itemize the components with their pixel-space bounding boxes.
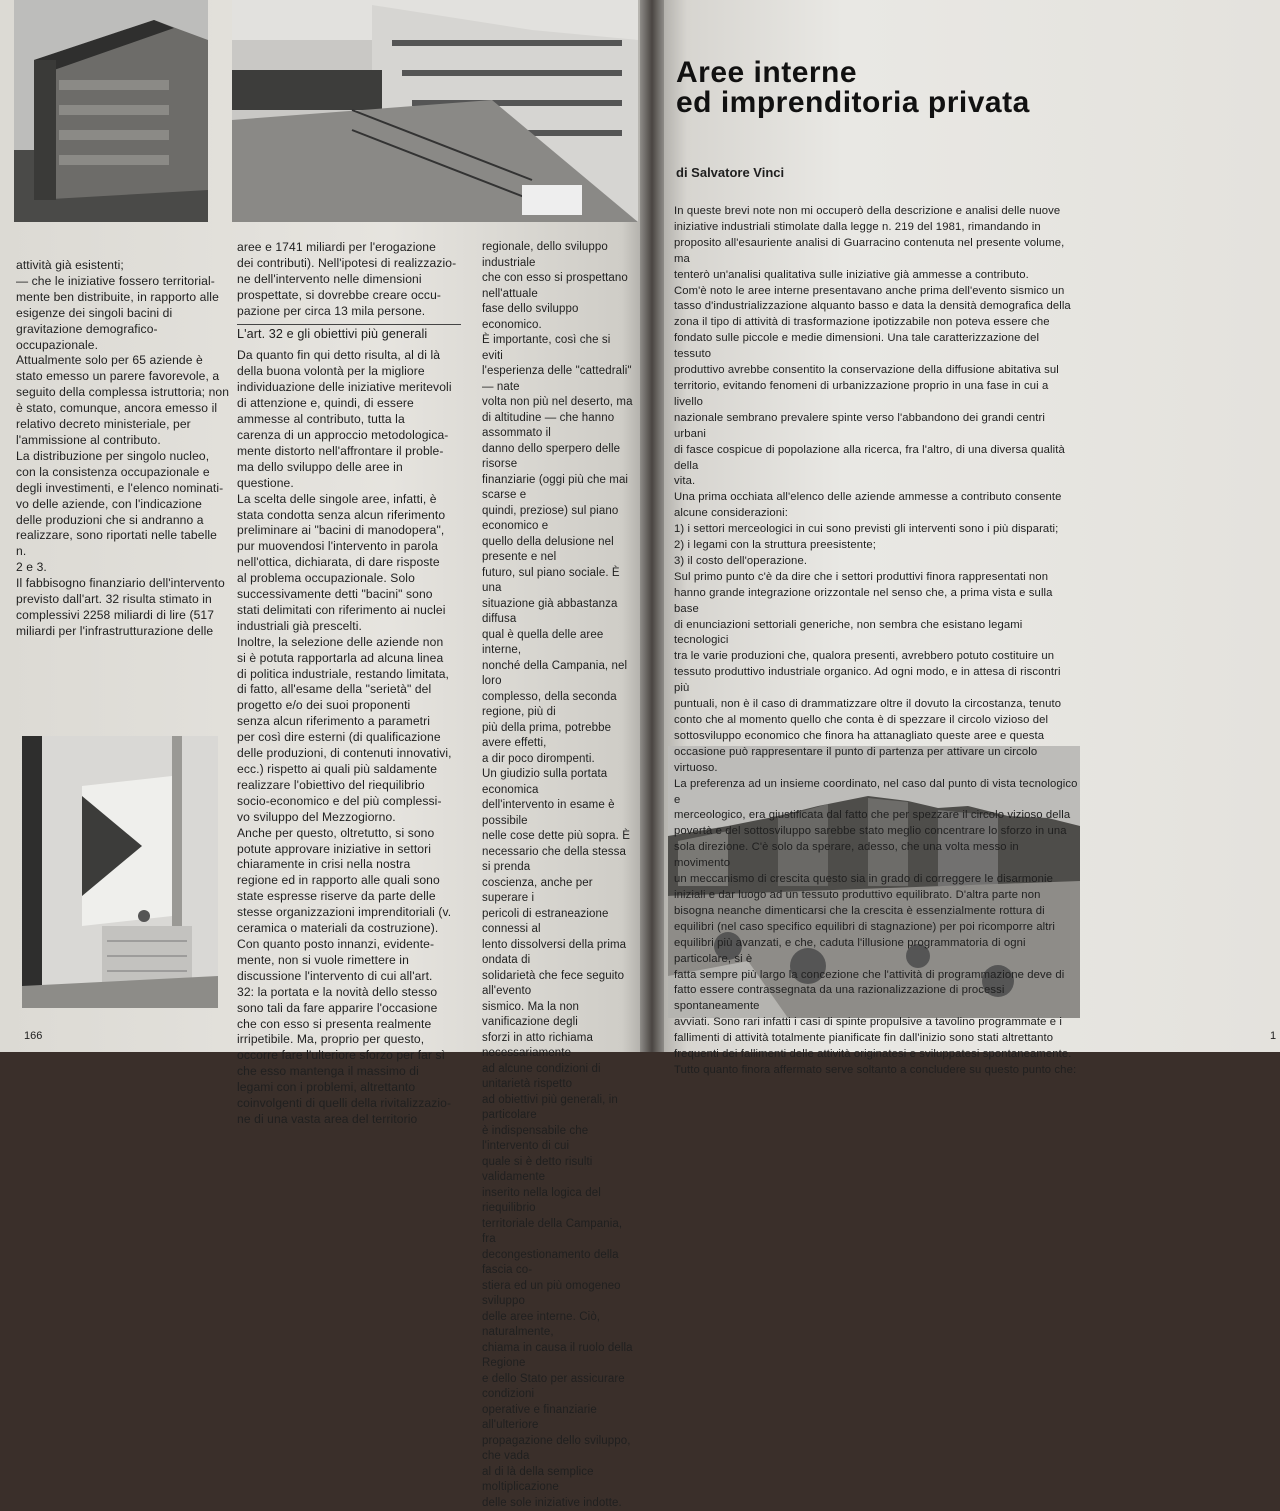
left-column-2-intro: aree e 1741 miliardi per l'erogazione dei contributi). Nell'ipotesi di realizzazio- ne dell'intervento nelle dimensioni prospettate, si dovrebbe creare occu- pazione per circa 13 mila persone. [237,240,457,318]
photo-interior-stairs [22,736,218,1008]
left-column-2 [237,240,461,1128]
right-page-number: 1 [1270,1030,1277,1042]
left-column-2-body: Da quanto fin qui detto risulta, al di là della buona volontà per la migliore individuazione delle iniziative meritevoli di attenzione e, quindi, di essere ammesse al contributo, tutta la carenza di un approccio metodologica- mente distorto nell'affrontare il proble- ma dello sviluppo delle aree in questione. La scelta delle singole aree, infatti, è stata condotta senza alcun riferimento preliminare ai "bacini di manodopera", pur muovendosi l'intervento in parola nell'ottica, dichiarata, di dare risposte al problema occupazionale. Solo successivamente detti "bacini" sono stati delimitati con riferimento ai nuclei industriali già prescelti. Inoltre, la selezione delle aziende non si è potuta rapportarla ad alcuna linea di politica industriale, restando limitata, di fatto, all'esame della "serietà" del progetto e/o dei suoi proponenti senza alcun riferimento a parametri per così dire esterni (di qualificazione delle produzioni, di contenuti innovativi, ecc.) rispetto ai quali più saldamente realizzare l'obiettivo del riequilibrio socio-economico e del più complessi- vo sviluppo del Mezzogiorno. Anche per questo, oltretutto, si sono potute approvare iniziative in settori chiaramente in crisi nella nostra regione ed in rapporto alle quali sono state espresse riserve da parte delle stesse organizzazioni imprenditoriali (v. ceramica o materiali da costruzione). Con quanto posto innanzi, evidente- mente, non si vuole rimettere in discussione l'intervento di cui all'art. 32: la portata e la novità dello stesso sono tali da fare apparire l'occasione che con esso si presenta realmente irripetibile. Ma, proprio per questo, occorre fare l'ulteriore sforzo per far sì che esso mantenga il massimo di legami con i problemi, altrettanto coinvolgenti di quelli della rivitalizzazio- ne di una vasta area del territorio [237,348,452,1126]
article-title [676,58,1030,118]
article-byline: di Salvatore Vinci [676,165,785,180]
right-column-body [674,204,1078,1079]
left-page-number: 166 [24,1030,43,1042]
left-column-3-text: regionale, dello sviluppo industriale che con esso si prospettano nell'attuale fase dello sviluppo economico. È importante, così che si eviti l'esperienza delle "cattedrali" — nate volta non più nel deserto, ma di altitudine — che hanno assommato il danno dello sperpero delle risorse finanziarie (oggi più che mai scarse e quindi, preziose) sul piano economico e quello della delusione nel presente e nel futuro, sul piano sociale. È una situazione già abbastanza diffusa qual è quella delle aree interne, nonché della Campania, nel loro complesso, della seconda regione, più di più della prima, potrebbe avere effetti, a dir poco dirompenti. Un giudizio sulla portata economica dell'intervento in esame è possibile nelle cose dette più sopra. È necessario che della stessa si prenda coscienza, anche per superare i pericoli di estraneazione connessi al lento dissolversi della prima ondata di solidarietà che fece seguito all'evento sismico. Ma la non vanificazione degli sforzi in atto richiama necessariamente ad alcune condizioni di unitarietà rispetto ad obiettivi più generali, in particolare è indispensabile che l'intervento di cui quale si è detto risulti validamente inserito nella logica del riequilibrio territoriale della Campania, fra decongestionamento della fascia co- stiera ed un più omogeneo sviluppo delle aree interne. Ciò, naturalmente, chiama in causa il ruolo della Regione e dello Stato per assicurare condizioni operative e finanziarie all'ulteriore propagazione dello sviluppo, che vada al di là della semplice moltiplicazione delle sole iniziative indotte. [482,241,633,1509]
photo-building-ramp [232,0,638,222]
left-column-1-text: attività già esistenti; — che le iniziative fossero territorial- mente ben distribuite, in rapporto alle esigenze dei singoli bacini di gravitazione demografico-occupazionale. Attualmente solo per 65 aziende è stato emesso un parere favorevole, a seguito della complessa istruttoria; non è stato, comunque, ancora emesso il relativo decreto ministeriale, per l'ammissione al contributo. La distribuzione per singolo nucleo, con la consistenza occupazionale e degli investimenti, e l'elenco nominati- vo delle aziende, con l'indicazione delle produzioni che si andranno a realizzare, sono riportati nelle tabelle n. 2 e 3. Il fabbisogno finanziario dell'intervento previsto dall'art. 32 risulta stimato in complessivi 2258 miliardi di lire (517 miliardi per l'infrastrutturazione delle [16,258,230,638]
article-title-line-2: ed imprenditoria privata [676,86,1030,119]
right-column-text: In queste brevi note non mi occuperò della descrizione e analisi delle nuove iniziative industriali stimolate dalla legge n. 219 del 1981, rimandando in proposito all'esauriente analisi di Guarracino contenuta nel presente volume, ma tenterò un'analisi qualitativa sulle iniziative già ammesse a contributo. Com'è noto le aree interne presentavano anche prima dell'evento sismico un tasso d'industrializzazione alquanto basso e data la densità demografica della zona il tipo di attività di trasformazione ipotizzabile non poteva essere che fondato sulle piccole e medie dimensioni. Una tale caratterizzazione del tessuto produttivo avrebbe consentito la conservazione della diffusione abitativa sul territorio, evitando fenomeni di urbanizzazione proprio in una fase in cui a livello nazionale sembrano prevalere spinte verso l'abbandono dei grandi centri urbani di fasce cospicue di popolazione alla ricerca, fra l'altro, di una diversa qualità della vita. Una prima occhiata all'elenco delle aziende ammesse a contributo consente alcune considerazioni: 1) i settori merceologici in cui sono previsti gli interventi sono i più disparati; 2) i legami con la struttura preesistente; 3) il costo dell'operazione. Sul primo punto c'è da dire che i settori produttivi finora rappresentati non hanno grande integrazione orizzontale nel senso che, a prima vista e sulla base di enunciazioni settoriali generiche, non sembra che esistano legami tecnologici tra le varie produzioni che, qualora presenti, avrebbero potuto costituire un tessuto produttivo industriale organico. Ad ogni modo, e in attesa di riscontri più puntuali, non è il caso di drammatizzare oltre il dovuto la circostanza, tenuto conto che al momento quello che conta è di spezzare il circolo vizioso del sottosviluppo economico che finora ha attanagliato queste aree e questa occasione può rappresentare il punto di partenza per attivare un circolo virtuoso. La preferenza ad un insieme coordinato, nel caso dal punto di vista tecnologico e merceologico, era giustificata dal fatto che per spezzare il circolo vizioso della povertà e del sottosviluppo sarebbe stato meglio concentrare lo sforzo in una sola direzione. C'è solo da sperare, adesso, che una volta messo in movimento un meccanismo di crescita questo sia in grado di correggere le disarmonie iniziali e dar luogo ad un tessuto produttivo equilibrato. D'altra parte non bisogna neanche dimenticarsi che la crescita è essenzialmente rottura di equilibri (nel caso specifico equilibri di stagnazione) per poi ricomporre altri equilibri più avanzati, e che, caduta l'illusione programmatoria di ogni particolare, si è fatta sempre più largo la concezione che l'attività di programmazione deve di fatto essere contrassegnata da una razionalizzazione di processi spontaneamente avviati. Sono rari infatti i casi di spinte propulsive a tavolino programmate e i fallimenti di attività totalmente pianificate fin dall'inizio sono stati altrettanto frequenti dei fallimenti delle attività originatesi e sviluppatesi spontaneamente. Tutto quanto finora affermato serve soltanto a concludere su questo punto che: [674,205,1078,1076]
article-title-line-1: Aree interne [676,56,858,89]
section-heading: L'art. 32 e gli obiettivi più generali [237,324,461,343]
photo-housing-block [14,0,208,222]
left-column-1 [16,258,230,640]
left-column-3 [482,240,634,1509]
book-gutter [640,0,664,1052]
